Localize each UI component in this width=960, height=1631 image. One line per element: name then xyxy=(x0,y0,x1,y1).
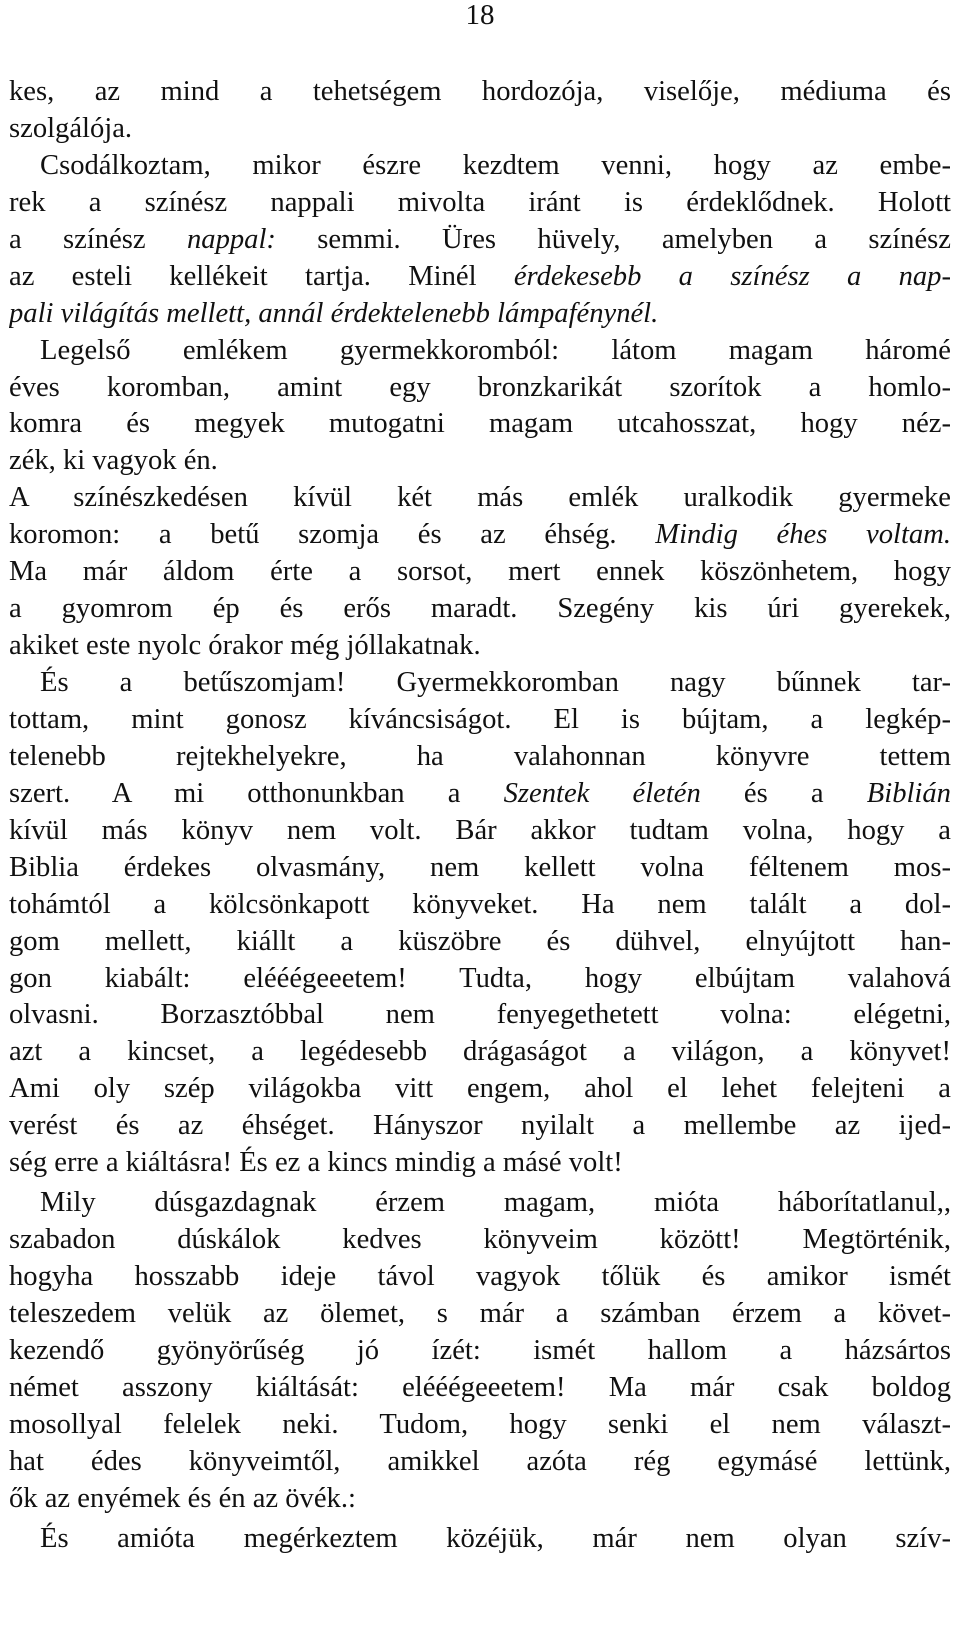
text-line: komra és megyek mutogatni magam utcahosszat, hogy néz- xyxy=(9,408,951,440)
text-line: zék, ki vagyok én. xyxy=(9,445,218,477)
page-number: 18 xyxy=(465,0,495,31)
text-line: olvasni. Borzasztóbbal nem fenyegethetett volna: elégetni, xyxy=(9,999,951,1031)
text-line: gom mellett, kiállt a küszöbre és dühvel, elnyújtott han- xyxy=(9,925,951,957)
text-line: pali világítás mellett, annál érdektelenebb lámpafénynél. xyxy=(9,297,659,329)
text-line: szert. A mi otthonunkban a Szentek életén és a Biblián xyxy=(9,777,951,809)
text-line: mosollyal felelek neki. Tudom, hogy senki el nem választ- xyxy=(9,1408,951,1440)
text-line: telenebb rejtekhelyekre, ha valahonnan könyvre tettem xyxy=(9,740,951,772)
text-line: Mily dúsgazdagnak érzem magam, mióta háborítatlanul,, xyxy=(40,1187,951,1219)
text-line: szabadon dúskálok kedves könyveim között! Megtörténik, xyxy=(9,1224,951,1256)
text-line: ség erre a kiáltásra! És ez a kincs mindig a másé volt! xyxy=(9,1147,623,1179)
text-line: A színészkedésen kívül két más emlék uralkodik gyermeke xyxy=(9,482,951,514)
text-line: teleszedem velük az ölemet, s már a számban érzem a követ- xyxy=(9,1297,951,1329)
text-line: tottam, mint gonosz kíváncsiságot. El is bújtam, a legkép- xyxy=(9,703,951,735)
text-line: koromon: a betű szomja és az éhség. Mindig éhes voltam. xyxy=(9,519,951,551)
text-line: Ma már áldom érte a sorsot, mert ennek köszönhetem, hogy xyxy=(9,556,951,588)
text-line: szolgálója. xyxy=(9,112,133,144)
text-line: Ami oly szép világokba vitt engem, ahol el lehet felejteni a xyxy=(9,1073,951,1105)
text-line: Legelső emlékem gyermekkoromból: látom magam háromé xyxy=(40,334,951,366)
text-line: azt a kincset, a legédesebb drágaságot a világon, a könyvet! xyxy=(9,1036,951,1068)
text-line: az esteli kellékeit tartja. Minél érdekesebb a színész a nap- xyxy=(9,260,951,292)
text-line: akiket este nyolc órakor még jóllakatnak. xyxy=(9,630,481,662)
text-line: hogyha hosszabb ideje távol vagyok tőlük és amikor ismét xyxy=(9,1261,951,1292)
text-line: verést és az éhséget. Hányszor nyilalt a mellembe az ijed- xyxy=(9,1110,951,1142)
text-line: És a betűszomjam! Gyermekkoromban nagy bűnnek tar- xyxy=(40,667,951,698)
text-line: kezendő gyönyörűség jó ízét: ismét hallom a házsártos xyxy=(9,1334,951,1366)
text-line: kes, az mind a tehetségem hordozója, viselője, médiuma és xyxy=(9,76,951,107)
text-line: a színész nappal: semmi. Üres hüvely, amelyben a színész xyxy=(9,223,951,255)
text-line: éves koromban, amint egy bronzkarikát szorítok a homlo- xyxy=(9,371,951,403)
text-line: És amióta megérkeztem közéjük, már nem olyan szív- xyxy=(40,1522,951,1554)
text-line: Biblia érdekes olvasmány, nem kellett volna féltenem mos- xyxy=(9,851,951,883)
text-line: hat édes könyveimtől, amikkel azóta rég egymásé lettünk, xyxy=(9,1445,951,1477)
text-line: kívül más könyv nem volt. Bár akkor tudtam volna, hogy a xyxy=(9,814,951,846)
text-line: a gyomrom ép és erős maradt. Szegény kis úri gyerekek, xyxy=(9,593,951,625)
text-line: ők az enyémek és én az övék.: xyxy=(9,1482,356,1514)
text-line: rek a színész nappali mivolta iránt is érdeklődnek. Holott xyxy=(9,186,951,218)
text-line: Csodálkoztam, mikor észre kezdtem venni, hogy az embe- xyxy=(40,149,951,181)
text-line: német asszony kiáltását: elééégeeetem! Ma már csak boldog xyxy=(9,1371,951,1403)
body-text xyxy=(9,74,951,1558)
text-line: tohámtól a kölcsönkapott könyveket. Ha nem talált a dol- xyxy=(9,888,951,920)
text-line: gon kiabált: elééégeeetem! Tudta, hogy elbújtam valahová xyxy=(9,962,951,994)
